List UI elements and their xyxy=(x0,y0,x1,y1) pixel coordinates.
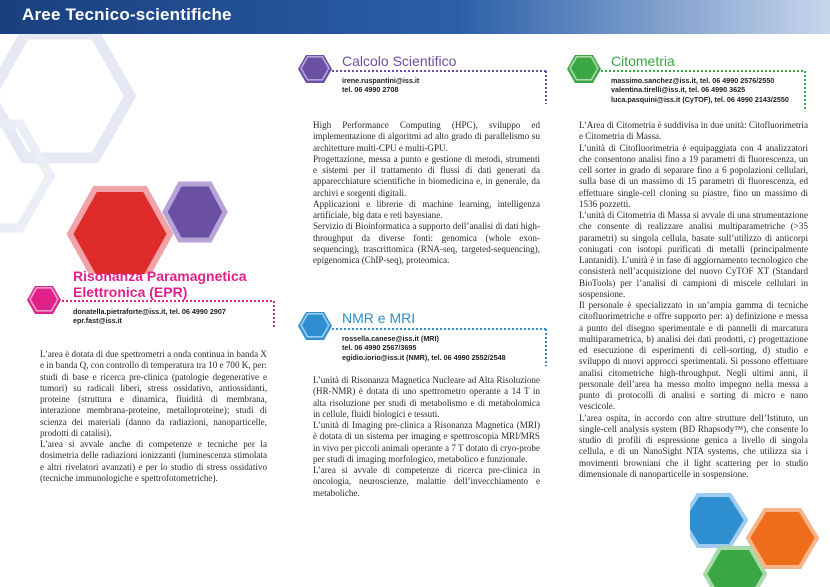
citometria-paragraph: L’unità di Citometria di Massa si avvale di una strumentazione che consente di realizzare analisi multiparametriche (>35 parametri) su singola cellula, basate sull’utilizzo di anticorpi coniugati con isotopi purificati di metalli (principalmente Lantanidi). L’unità è in fase di aggiornamento tecnologico che consisterà nell’acquisizione del nuovo CyTOF XT (Standard BioTools) per l’analisi di campioni di miscele cellulari in sospensione. xyxy=(579,210,808,299)
nmr-contact-line: egidio.iorio@iss.it (NMR), tel. 06 4990 2552/2548 xyxy=(342,352,506,362)
epr-title xyxy=(73,268,247,300)
epr-title-line1: Risonanza Paramagnetica xyxy=(73,268,247,284)
citometria-paragraph: L’Area di Citometria è suddivisa in due unità: Citofluorimetria e Citometria di Massa. xyxy=(579,120,808,142)
citometria-paragraph: L’unità di Citofluorimetria è equipaggiata con 4 analizzatori che consentono analisi fino a 19 parametri di fluorescenza, un cell sorter in grado di separare fino a 6 popolazioni cellulari, sulla base di un massimo di 15 parametri di fluorescenza, ed effettuare single-cell cloning su piastre, fino un massimo di 1536 pozzetti. xyxy=(579,142,808,209)
citometria-contact-line: massimo.sanchez@iss.it, tel. 06 4990 2576/2550 xyxy=(611,76,775,85)
citometria-paragraph: L’area ospita, in accordo con altre strutture dell’Istituto, un single-cell analysis system (BD Rhapsody™), che consente lo studio di profili di espressione genica a livello di singola cellula, e di un NanoSight NTA systems, che utilizza sia i movimenti browniani che il light scattering per lo studio dimensionale di nanoparticelle in sospensione. xyxy=(579,412,808,479)
citometria-dotted-frame xyxy=(585,70,810,112)
calcolo-body xyxy=(313,120,540,266)
decorative-hexagons-graphic xyxy=(0,34,240,274)
epr-contact-line: epr.fast@iss.it xyxy=(73,316,122,326)
calcolo-contact-line: irene.ruspantini@iss.it xyxy=(342,76,420,85)
calcolo-contact-line: tel. 06 4990 2708 xyxy=(342,85,399,95)
nmr-title: NMR e MRI xyxy=(342,310,416,326)
header-bar xyxy=(0,0,830,34)
nmr-paragraph: L’area si avvale di competenze di ricerca pre-clinica in oncologia, neuroscienze, malattie dell’invecchiamento e metaboliche. xyxy=(313,465,540,498)
nmr-dotted-frame xyxy=(316,328,551,368)
page-title: Aree Tecnico-scientifiche xyxy=(22,5,232,24)
citometria-contact-line: luca.pasquini@iss.it (CyTOF), tel. 06 4990 2143/2550 xyxy=(611,94,789,104)
epr-paragraph: L’area è dotata di due spettrometri a onda continua in banda X e in banda Q, con controllo di temperatura tra 10 e 700 K, per: studi di base e ricerca pre-clinica (patologie degenerative e tumori) su radicali liberi, stress ossidativo, antiossidanti, proteine (struttura e dinamica, fluidità di membrana, interazione membrana-proteine, metalloproteine); studi di scienza dei materiali (danno da radiazioni, nanoparticelle, prodotti di catalisi). xyxy=(40,349,268,438)
decorative-hexagons-bottom-graphic xyxy=(690,470,830,587)
nmr-contact-line: rossella.canese@iss.it (MRI) xyxy=(342,334,439,343)
calcolo-paragraph: Servizio di Bioinformatica a supporto dell’analisi di dati high-throughput da diverse fonti: genomica (whole exon-sequencing), trascrittomica (RNA-seq, targeted-sequencing), epigenomica (ChIP-seq), proteomica. xyxy=(313,221,540,265)
epr-paragraph: L’area si avvale anche di competenze e tecniche per la dosimetria delle radiazioni ionizzanti (luminescenza stimolata e altri rivelatori avanzati) e per lo studio di stress ossidativo (tecniche immunologiche e spettrofotometriche). xyxy=(40,439,267,483)
citometria-body xyxy=(579,120,808,480)
nmr-body xyxy=(313,375,540,499)
citometria-title: Citometria xyxy=(611,53,675,69)
calcolo-paragraph: Applicazioni e librerie di machine learning, intelligenza artificiale, big data e reti bayesiane. xyxy=(313,198,540,220)
epr-contact-line: donatella.pietraforte@iss.it, tel. 06 4990 2907 xyxy=(73,307,226,316)
nmr-contact-line: tel. 06 4990 2567/3695 xyxy=(342,343,417,353)
calcolo-paragraph: Progettazione, messa a punto e gestione di metodi, strumenti e sistemi per il trattamento di flussi di dati generati da apparecchiature scientifiche in biomedicina e, in generale, da archivi e sorgenti digitali. xyxy=(313,153,540,198)
calcolo-dotted-frame xyxy=(316,70,551,106)
nmr-paragraph: L’unità di Imaging pre-clinica a Risonanza Magnetica (MRI) è dotata di un sistema per imaging e spettroscopia MRI/MRS in vivo per piccoli animali operante a 7 T dotato di cryo-probe per studi di imaging morfologico, metabolico e funzionale. xyxy=(313,420,540,464)
citometria-contact-line: valentina.tirelli@iss.it, tel. 06 4990 3625 xyxy=(611,85,746,95)
citometria-paragraph: Il personale è specializzato in un’ampia gamma di tecniche citofluorimetriche e offre supporto per: a) definizione e messa a punto del disegno sperimentale e di pannelli di marcatura multiparametrica, b) analisi dei dati prodotti, c) progettazione ed esecuzione di esperimenti di cell-sorting, d) studio e sviluppo di nuovi approcci sperimentali. Si possono effettuare analisi citometriche high-throughput. Negli ultimi anni, il personale dell’area ha messo molto impegno nella messa a punto di protocolli di analisi e sorting di micro e nano vescicole. xyxy=(579,300,808,412)
calcolo-title: Calcolo Scientifico xyxy=(342,53,457,69)
epr-body xyxy=(40,349,267,484)
calcolo-paragraph: High Performance Computing (HPC), sviluppo ed implementazione di algoritmi ad alto grado di parallelismo su architetture multi-CPU e multi-GPU. xyxy=(313,120,540,153)
epr-dotted-frame xyxy=(40,300,280,330)
nmr-paragraph: L’unità di Risonanza Magnetica Nucleare ad Alta Risoluzione (HR-NMR) è dotata di uno spettrometro operante a 14 T in alta risoluzione per studi di metabolismo e di metabolomica in cellule, fluidi biologici e tessuti. xyxy=(313,375,540,419)
epr-title-line2: Elettronica (EPR) xyxy=(73,284,188,300)
